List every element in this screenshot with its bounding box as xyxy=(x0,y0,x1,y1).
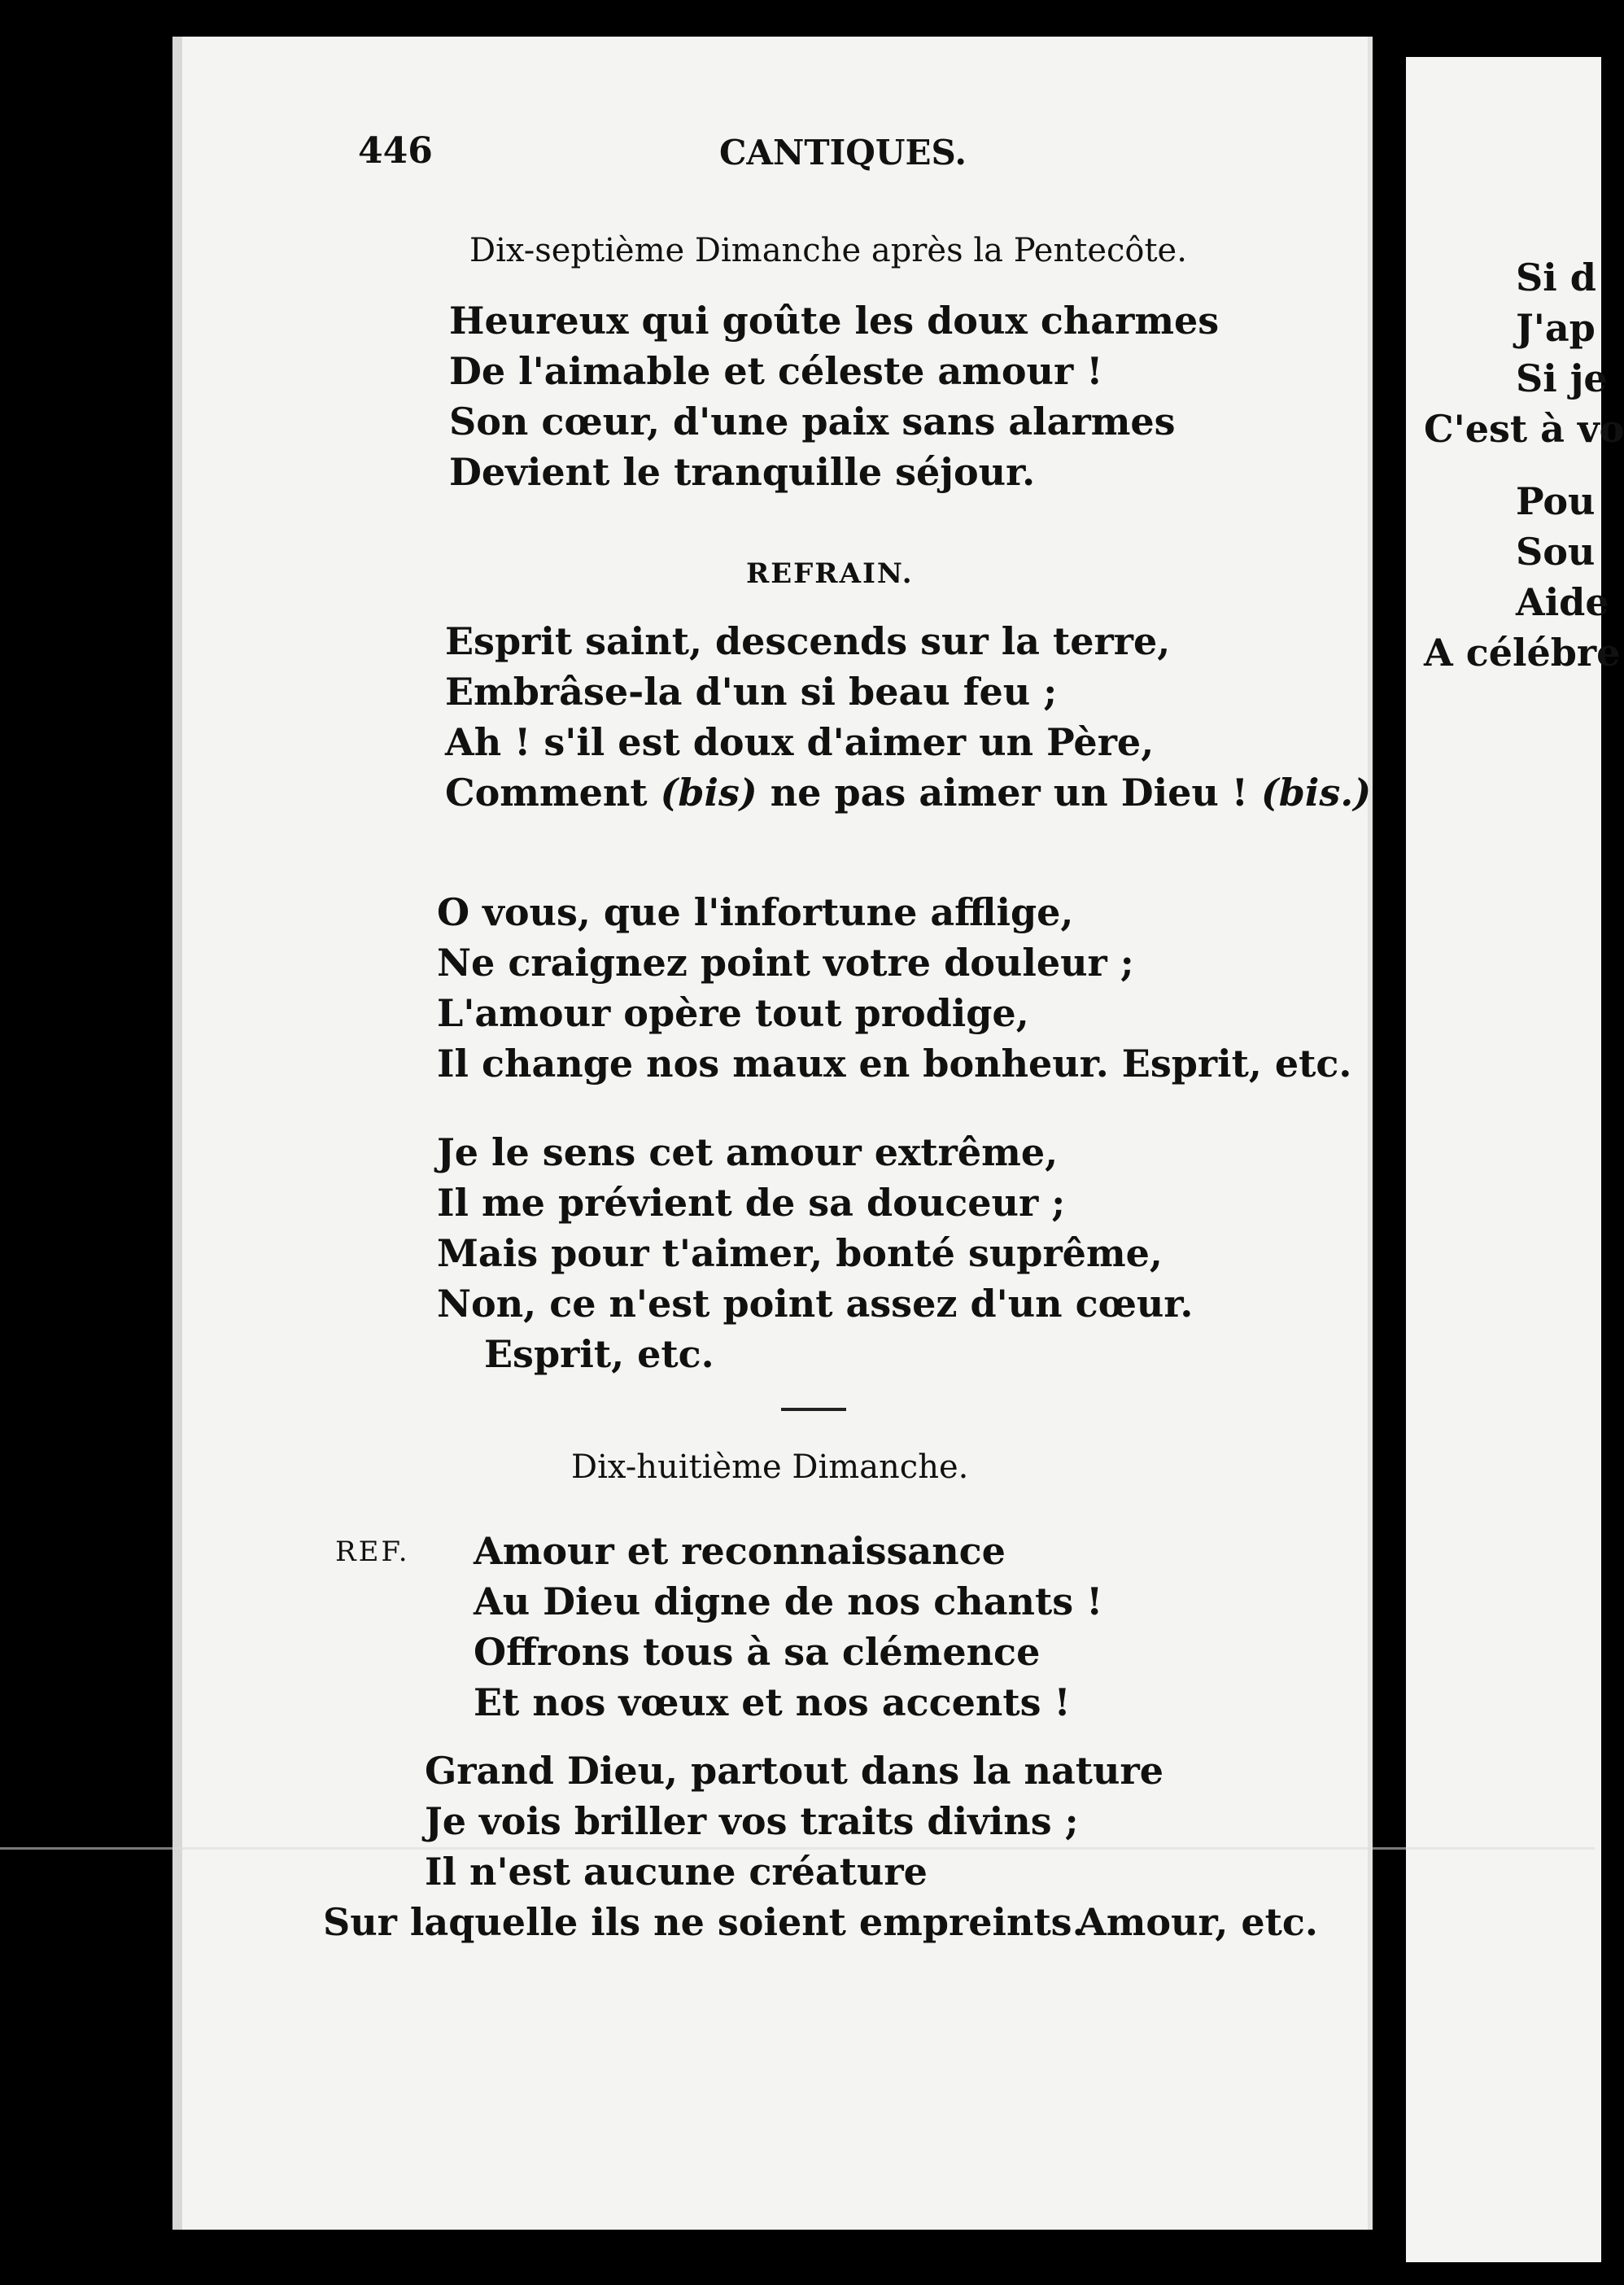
verse-line: Offrons tous à sa clémence xyxy=(474,1630,1041,1674)
verse-tail: Amour, etc. xyxy=(1077,1900,1318,1944)
verse-line: Amour et reconnaissance xyxy=(474,1529,1006,1573)
stanza xyxy=(437,1127,1193,1379)
refrain xyxy=(445,616,1371,818)
facing-line: Sou xyxy=(1516,530,1596,574)
bis-mark: (bis) xyxy=(660,771,757,815)
facing-page xyxy=(1406,57,1624,2262)
refrain xyxy=(474,1526,1102,1728)
verse-line: Sur laquelle ils ne soient empreints. xyxy=(323,1900,1085,1944)
verse-line: Son cœur, d'une paix sans alarmes xyxy=(449,400,1176,443)
verse-line: Je le sens cet amour extrême, xyxy=(437,1130,1059,1174)
facing-line: C'est à vo xyxy=(1424,407,1624,451)
verse-line xyxy=(445,767,1371,818)
stanza xyxy=(437,887,1351,1089)
verse-line: Ne craignez point votre douleur ; xyxy=(437,941,1134,985)
facing-line: Si je xyxy=(1516,356,1608,400)
ref-label: REF. xyxy=(335,1536,410,1568)
verse-line: Ah ! s'il est doux d'aimer un Père, xyxy=(445,720,1155,764)
refrain-heading: REFRAIN. xyxy=(746,557,914,590)
verse-line: Heureux qui goûte les doux charmes xyxy=(449,299,1220,343)
page-number: 446 xyxy=(358,130,433,172)
verse-line: Devient le tranquille séjour. xyxy=(449,450,1036,494)
verse-line: Il n'est aucune créature xyxy=(425,1850,928,1894)
verse-line: Au Dieu digne de nos chants ! xyxy=(474,1579,1103,1623)
scan-line xyxy=(0,1847,1595,1850)
facing-line: Aide xyxy=(1516,580,1609,624)
verse-line: Embrâse-la d'un si beau feu ; xyxy=(445,670,1058,714)
verse-line: Et nos vœux et nos accents ! xyxy=(474,1680,1071,1724)
verse-line: Mais pour t'aimer, bonté suprême, xyxy=(437,1231,1163,1275)
verse-line: Esprit, etc. xyxy=(484,1332,714,1376)
facing-line: A célébre xyxy=(1424,631,1621,675)
section-title: Dix-septième Dimanche après la Pentecôte. xyxy=(469,232,1187,269)
verse-line: Grand Dieu, partout dans la nature xyxy=(425,1749,1163,1793)
verse-line: Esprit saint, descends sur la terre, xyxy=(445,619,1171,663)
verse-line: Je vois briller vos traits divins ; xyxy=(425,1799,1079,1843)
facing-line: J'ap xyxy=(1516,306,1596,350)
facing-line: Pou xyxy=(1516,479,1596,523)
stanza xyxy=(425,1745,1163,1897)
verse-line: Non, ce n'est point assez d'un cœur. xyxy=(437,1282,1194,1326)
running-title: CANTIQUES. xyxy=(719,133,967,173)
verse-fragment: ne pas aimer un Dieu ! xyxy=(757,771,1261,815)
verse-line: De l'aimable et céleste amour ! xyxy=(449,349,1103,393)
stanza xyxy=(449,295,1219,497)
verse-fragment: Comment xyxy=(445,771,661,815)
section-title: Dix-huitième Dimanche. xyxy=(571,1448,969,1486)
book-page xyxy=(172,37,1373,2230)
facing-line: Si d xyxy=(1516,256,1596,299)
verse-line: Il me prévient de sa douceur ; xyxy=(437,1181,1066,1225)
verse-line: Il change nos maux en bonheur. Esprit, etc. xyxy=(437,1042,1352,1086)
section-divider xyxy=(781,1408,846,1411)
verse-line: O vous, que l'infortune afflige, xyxy=(437,890,1074,934)
bis-mark: (bis.) xyxy=(1261,771,1372,815)
verse-line: L'amour opère tout prodige, xyxy=(437,991,1029,1035)
